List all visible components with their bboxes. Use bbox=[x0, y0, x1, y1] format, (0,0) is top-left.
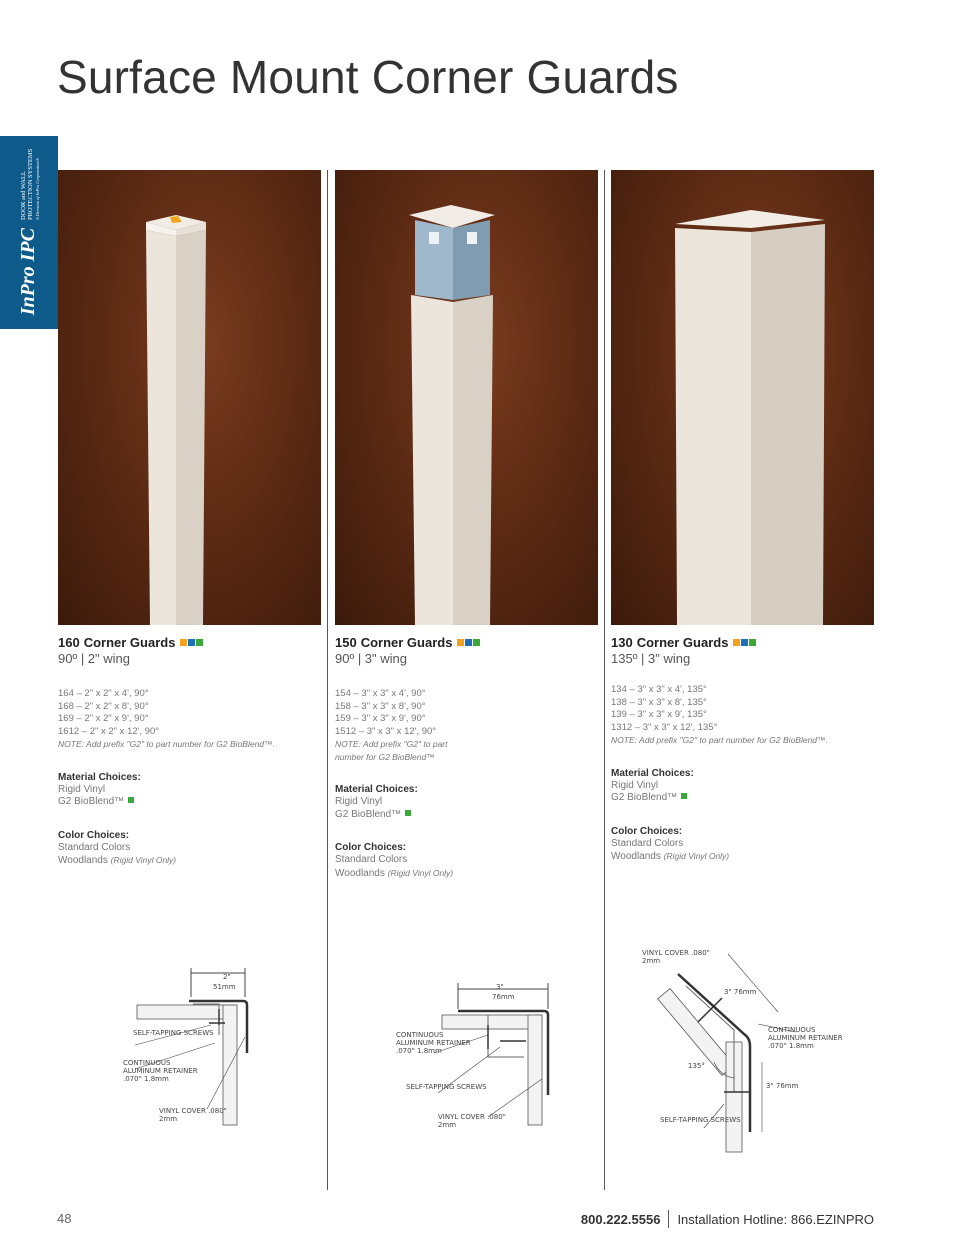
diagram-label-retainer: CONTINUOUS ALUMINUM RETAINER .070" 1.8mm bbox=[396, 1031, 471, 1055]
color-choices bbox=[611, 825, 874, 864]
color-note: (Rigid Vinyl Only) bbox=[387, 867, 454, 878]
logo-sub-line-1: DOOR and WALL bbox=[19, 171, 27, 221]
logo-sub-line-2: PROTECTION SYSTEMS bbox=[26, 148, 34, 221]
product-number: 150 bbox=[335, 635, 357, 650]
page-title: Surface Mount Corner Guards bbox=[57, 51, 679, 103]
color-item-label: Woodlands bbox=[611, 851, 661, 862]
color-item-label: Woodlands bbox=[335, 867, 385, 879]
product-photo-150 bbox=[335, 170, 598, 625]
diagram-label-cover: VINYL COVER .080" 2mm bbox=[642, 949, 710, 965]
spec-item: 158 – 3" x 3" x 8', 90° bbox=[335, 700, 426, 712]
color-item: Standard Colors bbox=[58, 841, 131, 853]
product-name: Corner Guards bbox=[360, 635, 453, 650]
spec-note: NOTE: Add prefix "G2" to part number for G2 BioBlend™. bbox=[611, 735, 828, 745]
spec-list bbox=[611, 684, 874, 747]
material-choices bbox=[611, 767, 874, 805]
page-number: 48 bbox=[57, 1211, 72, 1226]
spec-note: NOTE: Add prefix "G2" to part number for G2 BioBlend™ bbox=[335, 739, 448, 762]
material-item: Rigid Vinyl bbox=[58, 783, 106, 795]
brand-side-tab bbox=[0, 136, 58, 329]
color-choices bbox=[58, 829, 321, 868]
spec-item: 1612 – 2" x 2" x 12', 90° bbox=[58, 725, 160, 737]
color-item: Standard Colors bbox=[335, 854, 408, 865]
spec-item: 139 – 3" x 3" x 9', 135° bbox=[611, 709, 707, 720]
product-number: 130 bbox=[611, 635, 633, 650]
brand-logo bbox=[17, 149, 41, 316]
color-item: Standard Colors bbox=[611, 837, 684, 849]
spec-item: 168 – 2" x 2" x 8', 90° bbox=[58, 700, 149, 712]
diagram-dim-side: 3" 76mm bbox=[766, 1082, 799, 1090]
spec-item: 169 – 2" x 2" x 9', 90° bbox=[58, 713, 149, 724]
product-number: 160 bbox=[58, 635, 80, 650]
blue-swatch-icon bbox=[188, 639, 195, 646]
diagram-dim-inch: 2" bbox=[223, 973, 231, 981]
material-choices bbox=[58, 771, 321, 809]
product-heading bbox=[58, 635, 321, 650]
spec-item: 154 – 3" x 3" x 4', 90° bbox=[335, 688, 426, 699]
diagram-dim-top: 3" 76mm bbox=[724, 988, 757, 996]
cross-section-diagram-150 bbox=[392, 975, 572, 1145]
material-heading: Material Choices: bbox=[58, 771, 141, 783]
diagram-dim-mm: 51mm bbox=[213, 983, 236, 991]
phone-number: 800.222.5556 bbox=[580, 1212, 661, 1227]
diagram-label-cover: VINYL COVER .080" 2mm bbox=[438, 1113, 506, 1129]
product-heading bbox=[611, 635, 874, 650]
blue-swatch-icon bbox=[741, 639, 748, 646]
material-item: Rigid Vinyl bbox=[335, 796, 383, 807]
green-swatch-icon bbox=[405, 810, 411, 816]
product-name: Corner Guards bbox=[83, 635, 176, 650]
spec-note: NOTE: Add prefix "G2" to part number for G2 BioBlend™. bbox=[58, 739, 275, 749]
color-heading: Color Choices: bbox=[335, 842, 407, 853]
spec-item: 138 – 3" x 3" x 8', 135° bbox=[611, 696, 707, 708]
material-choices bbox=[335, 783, 598, 821]
logo-division: A Division of InPro Corporation® bbox=[34, 157, 40, 221]
material-item bbox=[58, 796, 321, 809]
color-note: (Rigid Vinyl Only) bbox=[110, 855, 177, 865]
color-item bbox=[58, 854, 321, 868]
product-subtitle: 90º | 3" wing bbox=[335, 651, 408, 666]
green-swatch-icon bbox=[749, 639, 756, 646]
diagram-label-retainer: CONTINUOUS ALUMINUM RETAINER .070" 1.8mm bbox=[123, 1059, 198, 1083]
product-subtitle: 135º | 3" wing bbox=[611, 651, 691, 666]
material-item-label: G2 BioBlend™ bbox=[335, 808, 402, 820]
material-item-label: G2 BioBlend™ bbox=[58, 796, 125, 807]
diagram-label-retainer: CONTINUOUS ALUMINUM RETAINER .070" 1.8mm bbox=[768, 1026, 843, 1050]
material-item bbox=[335, 809, 598, 822]
color-choices bbox=[335, 841, 598, 880]
orange-swatch-icon bbox=[457, 639, 464, 646]
blue-swatch-icon bbox=[465, 639, 472, 646]
footer-contact bbox=[581, 1210, 874, 1228]
orange-swatch-icon bbox=[733, 639, 740, 646]
spec-item: 1512 – 3" x 3" x 12', 90° bbox=[335, 725, 437, 737]
cross-section-diagram-130 bbox=[628, 942, 858, 1167]
spec-list bbox=[58, 688, 321, 751]
product-name: Corner Guards bbox=[636, 635, 729, 650]
material-item-label: G2 BioBlend™ bbox=[611, 792, 678, 803]
color-item bbox=[335, 867, 598, 881]
logo-brand-text: InPro IPC bbox=[17, 228, 40, 316]
hotline-number: 866.EZINPRO bbox=[790, 1212, 874, 1227]
material-heading: Material Choices: bbox=[335, 784, 418, 795]
green-swatch-icon bbox=[128, 797, 134, 803]
color-heading: Color Choices: bbox=[58, 829, 130, 841]
color-note: (Rigid Vinyl Only) bbox=[663, 851, 730, 861]
product-heading bbox=[335, 635, 598, 650]
column-divider bbox=[604, 170, 605, 1190]
material-item: Rigid Vinyl bbox=[611, 779, 659, 791]
hotline-label: Installation Hotline: bbox=[677, 1212, 788, 1227]
product-subtitle: 90º | 2" wing bbox=[58, 651, 131, 666]
product-column-160 bbox=[58, 170, 321, 868]
color-item-label: Woodlands bbox=[58, 855, 108, 866]
diagram-dim-mm: 76mm bbox=[492, 993, 515, 1001]
diagram-label-cover: VINYL COVER .080" 2mm bbox=[159, 1107, 227, 1123]
spec-item: 134 – 3" x 3" x 4', 135° bbox=[611, 684, 707, 695]
green-swatch-icon bbox=[681, 793, 687, 799]
product-photo-130 bbox=[611, 170, 874, 625]
product-column-150 bbox=[335, 170, 598, 880]
color-heading: Color Choices: bbox=[611, 825, 683, 837]
material-heading: Material Choices: bbox=[611, 767, 694, 779]
cross-section-diagram-160 bbox=[115, 965, 285, 1140]
green-swatch-icon bbox=[196, 639, 203, 646]
green-swatch-icon bbox=[473, 639, 480, 646]
spec-item: 159 – 3" x 3" x 9', 90° bbox=[335, 713, 426, 724]
spec-list bbox=[335, 688, 598, 763]
product-photo-160 bbox=[58, 170, 321, 625]
column-divider bbox=[327, 170, 328, 1190]
diagram-label-screws: SELF-TAPPING SCREWS bbox=[660, 1116, 741, 1124]
diagram-angle: 135° bbox=[688, 1062, 705, 1070]
footer-separator bbox=[668, 1210, 669, 1228]
spec-item: 164 – 2" x 2" x 4', 90° bbox=[58, 688, 149, 699]
orange-swatch-icon bbox=[180, 639, 187, 646]
material-item bbox=[611, 792, 874, 805]
color-item bbox=[611, 850, 874, 864]
product-column-130 bbox=[611, 170, 874, 864]
diagram-dim-inch: 3" bbox=[496, 983, 504, 991]
spec-item: 1312 – 3" x 3" x 12', 135° bbox=[611, 721, 718, 733]
logo-subtitle bbox=[20, 149, 41, 220]
diagram-label-screws: SELF-TAPPING SCREWS bbox=[406, 1083, 487, 1091]
diagram-label-screws: SELF-TAPPING SCREWS bbox=[133, 1029, 214, 1037]
